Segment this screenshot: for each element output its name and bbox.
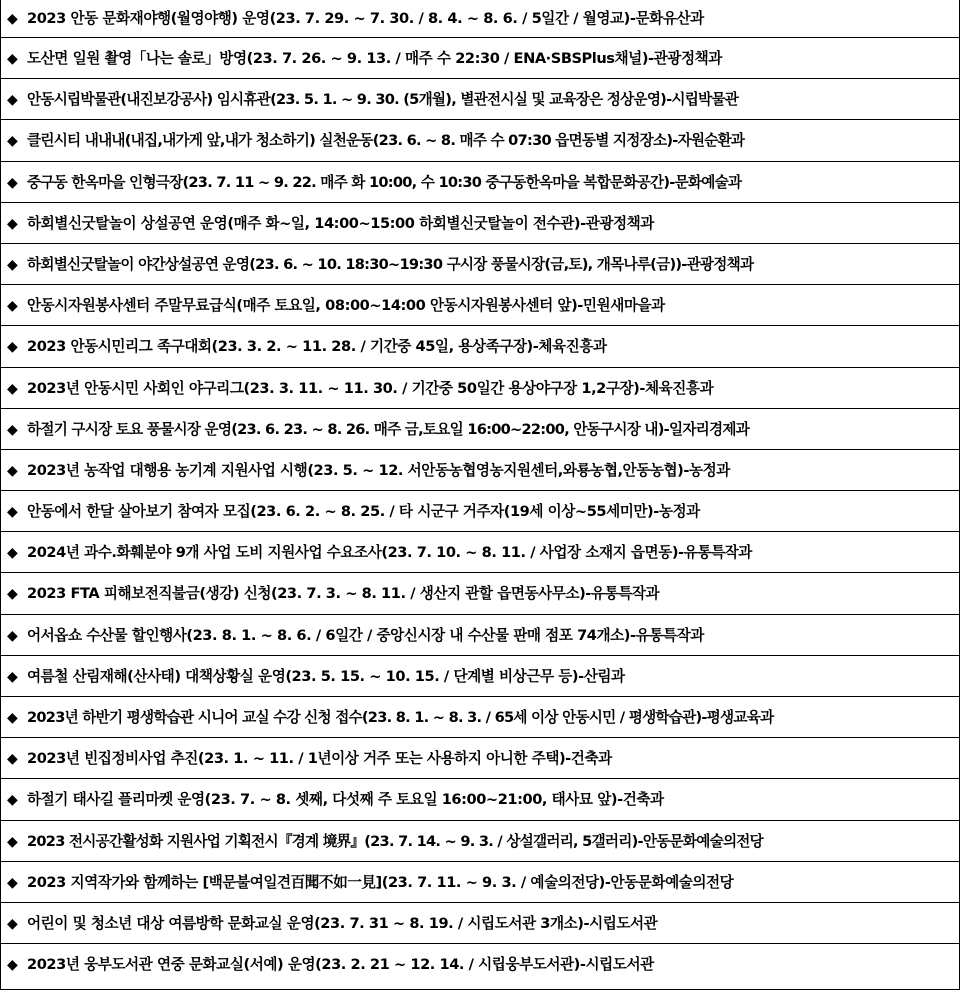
diamond-bullet-icon: ◆	[7, 339, 18, 356]
notice-item[interactable]	[1, 944, 959, 985]
notice-text: 안동시자원봉사센터 주말무료급식(매주 토요일, 08:00~14:00 안동시자원봉사센터 앞)-민원새마을과	[27, 297, 665, 315]
notice-item[interactable]	[1, 285, 959, 326]
notice-text: 안동에서 한달 살아보기 참여자 모집(23. 6. 2. ~ 8. 25. / 타 시군구 거주자(19세 이상~55세미만)-농정과	[27, 503, 700, 521]
diamond-bullet-icon: ◆	[7, 215, 18, 232]
notice-text: 도산면 일원 촬영「나는 솔로」방영(23. 7. 26. ~ 9. 13. / 매주 수 22:30 / ENA·SBSPlus채널)-관광정책과	[27, 50, 722, 67]
diamond-bullet-icon: ◆	[7, 874, 18, 891]
notice-text: 여름철 산림재해(산사태) 대책상황실 운영(23. 5. 15. ~ 10. 15. / 단계별 비상근무 등)-산림과	[27, 667, 625, 685]
notice-text: 2023 안동 문화재야행(월영야행) 운영(23. 7. 29. ~ 7. 30. / 8. 4. ~ 8. 6. / 5일간 / 월영교)-문화유산과	[27, 10, 704, 27]
notice-text: 하절기 구시장 토요 풍물시장 운영(23. 6. 23. ~ 8. 26. 매주 금,토요일 16:00~22:00, 안동구시장 내)-일자리경제과	[27, 420, 750, 438]
notice-item[interactable]	[1, 244, 959, 285]
notice-item[interactable]	[1, 203, 959, 244]
diamond-bullet-icon: ◆	[7, 710, 18, 726]
notice-text: 2023년 웅부도서관 연중 문화교실(서예) 운영(23. 2. 21 ~ 12. 14. / 시립웅부도서관)-시립도서관	[27, 956, 654, 974]
notice-item[interactable]	[1, 532, 959, 573]
notice-text: 2023 안동시민리그 족구대회(23. 3. 2. ~ 11. 28. / 기간중 45일, 용상족구장)-체육진흥과	[27, 338, 607, 356]
diamond-bullet-icon: ◆	[7, 462, 18, 479]
notice-item[interactable]	[1, 491, 959, 532]
notice-text: 클린시티 내내내(내집,내가게 앞,내가 청소하기) 실천운동(23. 6. ~ 8. 매주 수 07:30 읍면동별 지정장소)-자원순환과	[27, 132, 745, 150]
notice-item[interactable]	[1, 368, 959, 409]
notice-item[interactable]	[1, 738, 959, 779]
diamond-bullet-icon: ◆	[7, 915, 18, 932]
diamond-bullet-icon: ◆	[7, 504, 18, 521]
diamond-bullet-icon: ◆	[7, 668, 18, 685]
notice-item[interactable]	[1, 779, 959, 820]
diamond-bullet-icon: ◆	[7, 11, 18, 27]
notice-item[interactable]	[1, 573, 959, 614]
diamond-bullet-icon: ◆	[7, 627, 18, 644]
notice-item[interactable]	[1, 0, 959, 38]
notice-item[interactable]	[1, 450, 959, 491]
diamond-bullet-icon: ◆	[7, 833, 18, 850]
notice-text: 어린이 및 청소년 대상 여름방학 문화교실 운영(23. 7. 31 ~ 8. 19. / 시립도서관 3개소)-시립도서관	[27, 914, 658, 932]
diamond-bullet-icon: ◆	[7, 545, 18, 562]
diamond-bullet-icon: ◆	[7, 421, 18, 438]
notice-text: 2023년 안동시민 사회인 야구리그(23. 3. 11. ~ 11. 30. / 기간중 50일간 용상야구장 1,2구장)-체육진흥과	[27, 379, 714, 397]
notice-text: 하회별신굿탈놀이 야간상설공연 운영(23. 6. ~ 10. 18:30~19:30 구시장 풍물시장(금,토), 개목나루(금))-관광정책과	[27, 255, 754, 273]
notice-list	[1, 0, 959, 985]
notice-text: 어서옵쇼 수산물 할인행사(23. 8. 1. ~ 8. 6. / 6일간 / 중앙신시장 내 수산물 판매 점포 74개소)-유통특작과	[27, 626, 704, 644]
notice-text: 2023년 하반기 평생학습관 시니어 교실 수강 신청 접수(23. 8. 1. ~ 8. 3. / 65세 이상 안동시민 / 평생학습관)-평생교육과	[27, 709, 774, 726]
diamond-bullet-icon: ◆	[7, 92, 18, 109]
notice-text: 중구동 한옥마을 인형극장(23. 7. 11 ~ 9. 22. 매주 화 10:00, 수 10:30 중구동한옥마을 복합문화공간)-문화예술과	[27, 173, 742, 191]
notice-item[interactable]	[1, 656, 959, 697]
diamond-bullet-icon: ◆	[7, 586, 18, 603]
notice-text: 하회별신굿탈놀이 상설공연 운영(매주 화~일, 14:00~15:00 하회별신굿탈놀이 전수관)-관광정책과	[27, 214, 654, 232]
notice-item[interactable]	[1, 162, 959, 203]
notice-text: 하절기 태사길 플리마켓 운영(23. 7. ~ 8. 셋째, 다섯째 주 토요일 16:00~21:00, 태사묘 앞)-건축과	[27, 791, 664, 809]
notice-item[interactable]	[1, 120, 959, 161]
notice-text: 2023 지역작가와 함께하는 [백문불여일견百聞不如一見](23. 7. 11. ~ 9. 3. / 예술의전당)-안동문화예술의전당	[27, 873, 734, 891]
notice-text: 2023년 농작업 대행용 농기계 지원사업 시행(23. 5. ~ 12. 서안동농협영농지원센터,와룡농협,안동농협)-농정과	[27, 461, 730, 479]
notice-item[interactable]	[1, 615, 959, 656]
notice-item[interactable]	[1, 862, 959, 903]
notice-item[interactable]	[1, 38, 959, 79]
diamond-bullet-icon: ◆	[7, 751, 18, 768]
notice-item[interactable]	[1, 79, 959, 120]
notice-item[interactable]	[1, 326, 959, 367]
diamond-bullet-icon: ◆	[7, 51, 18, 67]
notice-text: 2023년 빈집정비사업 추진(23. 1. ~ 11. / 1년이상 거주 또는 사용하지 아니한 주택)-건축과	[27, 750, 612, 768]
notice-item[interactable]	[1, 903, 959, 944]
notice-item[interactable]	[1, 697, 959, 738]
notice-item[interactable]	[1, 821, 959, 862]
diamond-bullet-icon: ◆	[7, 256, 18, 273]
notice-text: 2024년 과수.화훼분야 9개 사업 도비 지원사업 수요조사(23. 7. 10. ~ 8. 11. / 사업장 소재지 읍면동)-유통특작과	[27, 544, 752, 562]
notice-item[interactable]	[1, 409, 959, 450]
diamond-bullet-icon: ◆	[7, 792, 18, 809]
diamond-bullet-icon: ◆	[7, 957, 18, 974]
notice-text: 2023 FTA 피해보전직불금(생강) 신청(23. 7. 3. ~ 8. 11. / 생산지 관할 읍면동사무소)-유통특작과	[27, 585, 660, 603]
notice-text: 2023 전시공간활성화 지원사업 기획전시『경계 境界』(23. 7. 14. ~ 9. 3. / 상설갤러리, 5갤러리)-안동문화예술의전당	[27, 832, 763, 850]
diamond-bullet-icon: ◆	[7, 133, 18, 150]
diamond-bullet-icon: ◆	[7, 298, 18, 315]
diamond-bullet-icon: ◆	[7, 380, 18, 397]
diamond-bullet-icon: ◆	[7, 174, 18, 191]
notice-text: 안동시립박물관(내진보강공사) 임시휴관(23. 5. 1. ~ 9. 30. (5개월), 별관전시실 및 교육장은 정상운영)-시립박물관	[27, 91, 739, 109]
